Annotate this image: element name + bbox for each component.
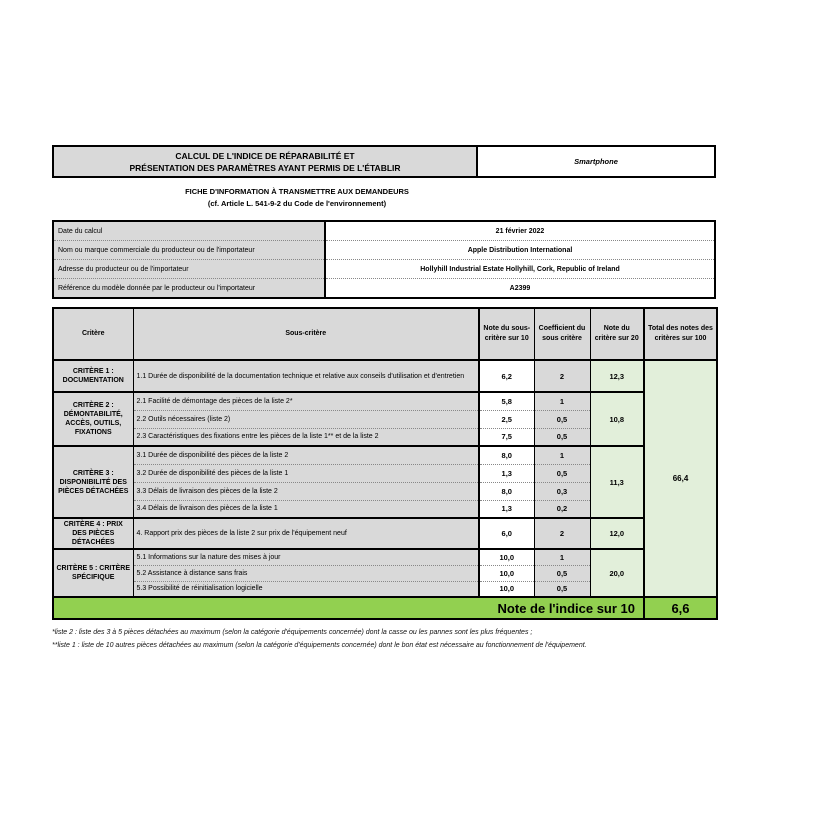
coeff-5-2: 0,5	[534, 565, 590, 581]
sub-criterion-2-1: 2.1 Facilité de démontage des pièces de la liste 2*	[133, 392, 479, 410]
note10-3-2: 1,3	[479, 464, 534, 482]
sub-criterion-2-3: 2.3 Caractéristiques des fixations entre les pièces de la liste 1** et de la liste 2	[133, 428, 479, 446]
document-title-box	[52, 145, 716, 178]
footnotes	[52, 626, 716, 652]
note10-2-1: 5,8	[479, 392, 534, 410]
info-row-producer	[53, 241, 715, 260]
sub-criterion-1-1: 1.1 Durée de disponibilité de la documentation technique et relative aux conseils d'utilisation et d'entretien	[133, 360, 479, 392]
index-label: Note de l'indice sur 10	[53, 597, 644, 619]
note10-4: 6,0	[479, 518, 534, 549]
sub-criterion-5-2: 5.2 Assistance à distance sans frais	[133, 565, 479, 581]
table-row	[53, 392, 717, 410]
criterion-4-label: CRITÈRE 4 : PRIX DES PIÈCES DÉTACHÉES	[53, 518, 133, 549]
criteria-table-header-row	[53, 308, 717, 360]
coeff-2-1: 1	[534, 392, 590, 410]
footnote-liste-2: *liste 2 : liste des 3 à 5 pièces détachées au maximum (selon la catégorie d'équipements concernée) dont la casse ou les pannes sont les plus fréquentes ;	[52, 629, 533, 636]
note10-5-3: 10,0	[479, 581, 534, 597]
coeff-2-3: 0,5	[534, 428, 590, 446]
coeff-4: 2	[534, 518, 590, 549]
sub-criterion-4: 4. Rapport prix des pièces de la liste 2 sur prix de l'équipement neuf	[133, 518, 479, 549]
total-notes-cell: 66,4	[644, 360, 717, 597]
subtitle-line-1: FICHE D'INFORMATION À TRANSMETTRE AUX DEMANDEURS	[185, 187, 409, 196]
note20-criterion-4: 12,0	[590, 518, 644, 549]
column-header-note-critere: Note du critère sur 20	[590, 308, 644, 360]
sub-criterion-3-2: 3.2 Durée de disponibilité des pièces de la liste 1	[133, 464, 479, 482]
info-table	[52, 220, 716, 299]
sub-criterion-3-4: 3.4 Délais de livraison des pièces de la liste 1	[133, 500, 479, 518]
footnote-liste-1: **liste 1 : liste de 10 autres pièces détachées au maximum (selon la catégorie d'équipements concernée) dont le bon état est nécessaire au fonctionnement de l'équipement.	[52, 642, 587, 649]
coeff-5-1: 1	[534, 549, 590, 565]
info-row-address	[53, 260, 715, 279]
info-label-address: Adresse du producteur ou de l'importateur	[53, 260, 325, 279]
coeff-5-3: 0,5	[534, 581, 590, 597]
document	[52, 145, 716, 652]
note10-3-3: 8,0	[479, 482, 534, 500]
criterion-2-label: CRITÈRE 2 : DÉMONTABILITÉ, ACCÈS, OUTILS, FIXATIONS	[53, 392, 133, 446]
index-value: 6,6	[644, 597, 717, 619]
info-value-address: Hollyhill Industrial Estate Hollyhill, Cork, Republic of Ireland	[325, 260, 715, 279]
repairability-index-row	[53, 597, 717, 619]
note20-criterion-5: 20,0	[590, 549, 644, 597]
note10-2-3: 7,5	[479, 428, 534, 446]
info-label-date: Date du calcul	[53, 221, 325, 241]
column-header-coefficient: Coefficient du sous critère	[534, 308, 590, 360]
info-value-model: A2399	[325, 279, 715, 299]
sub-criterion-5-3: 5.3 Possibilité de réinitialisation logicielle	[133, 581, 479, 597]
note20-criterion-1: 12,3	[590, 360, 644, 392]
note10-1-1: 6,2	[479, 360, 534, 392]
sub-criterion-3-3: 3.3 Délais de livraison des pièces de la liste 2	[133, 482, 479, 500]
note10-5-1: 10,0	[479, 549, 534, 565]
info-label-model: Référence du modèle donnée par le producteur ou l'importateur	[53, 279, 325, 299]
note20-criterion-2: 10,8	[590, 392, 644, 446]
table-row	[53, 549, 717, 565]
column-header-note-sous-critere: Note du sous-critère sur 10	[479, 308, 534, 360]
coeff-3-4: 0,2	[534, 500, 590, 518]
criterion-1-label: CRITÈRE 1 : DOCUMENTATION	[53, 360, 133, 392]
column-header-critere: Critère	[53, 308, 133, 360]
note10-3-1: 8,0	[479, 446, 534, 464]
info-label-producer: Nom ou marque commerciale du producteur ou de l'importateur	[53, 241, 325, 260]
sub-criterion-2-2: 2.2 Outils nécessaires (liste 2)	[133, 410, 479, 428]
document-title-line-2: PRÉSENTATION DES PARAMÈTRES AYANT PERMIS DE L'ÉTABLIR	[129, 162, 401, 173]
coeff-2-2: 0,5	[534, 410, 590, 428]
info-row-date	[53, 221, 715, 241]
coeff-1-1: 2	[534, 360, 590, 392]
criterion-3-label: CRITÈRE 3 : DISPONIBILITÉ DES PIÈCES DÉTACHÉES	[53, 446, 133, 518]
product-category: Smartphone	[574, 157, 618, 166]
note10-5-2: 10,0	[479, 565, 534, 581]
info-value-date: 21 février 2022	[495, 227, 545, 235]
subtitle-line-2: (cf. Article L. 541-9-2 du Code de l'environnement)	[207, 199, 387, 208]
sub-criterion-3-1: 3.1 Durée de disponibilité des pièces de la liste 2	[133, 446, 479, 464]
table-row	[53, 360, 717, 392]
table-row	[53, 518, 717, 549]
criterion-5-label: CRITÈRE 5 : CRITÈRE SPÉCIFIQUE	[53, 549, 133, 597]
note10-2-2: 2,5	[479, 410, 534, 428]
column-header-total: Total des notes des critères sur 100	[644, 308, 717, 360]
coeff-3-1: 1	[534, 446, 590, 464]
sub-criterion-5-1: 5.1 Informations sur la nature des mises à jour	[133, 549, 479, 565]
table-row	[53, 446, 717, 464]
column-header-sous-critere: Sous-critère	[133, 308, 479, 360]
coeff-3-3: 0,3	[534, 482, 590, 500]
info-value-producer: Apple Distribution International	[325, 241, 715, 260]
coeff-3-2: 0,5	[534, 464, 590, 482]
criteria-table	[52, 307, 718, 620]
document-title-line-1: CALCUL DE L'INDICE DE RÉPARABILITÉ ET	[175, 150, 355, 161]
note20-criterion-3: 11,3	[590, 446, 644, 518]
note10-3-4: 1,3	[479, 500, 534, 518]
document-subtitle	[52, 186, 542, 210]
info-row-model	[53, 279, 715, 299]
document-title	[54, 147, 478, 176]
